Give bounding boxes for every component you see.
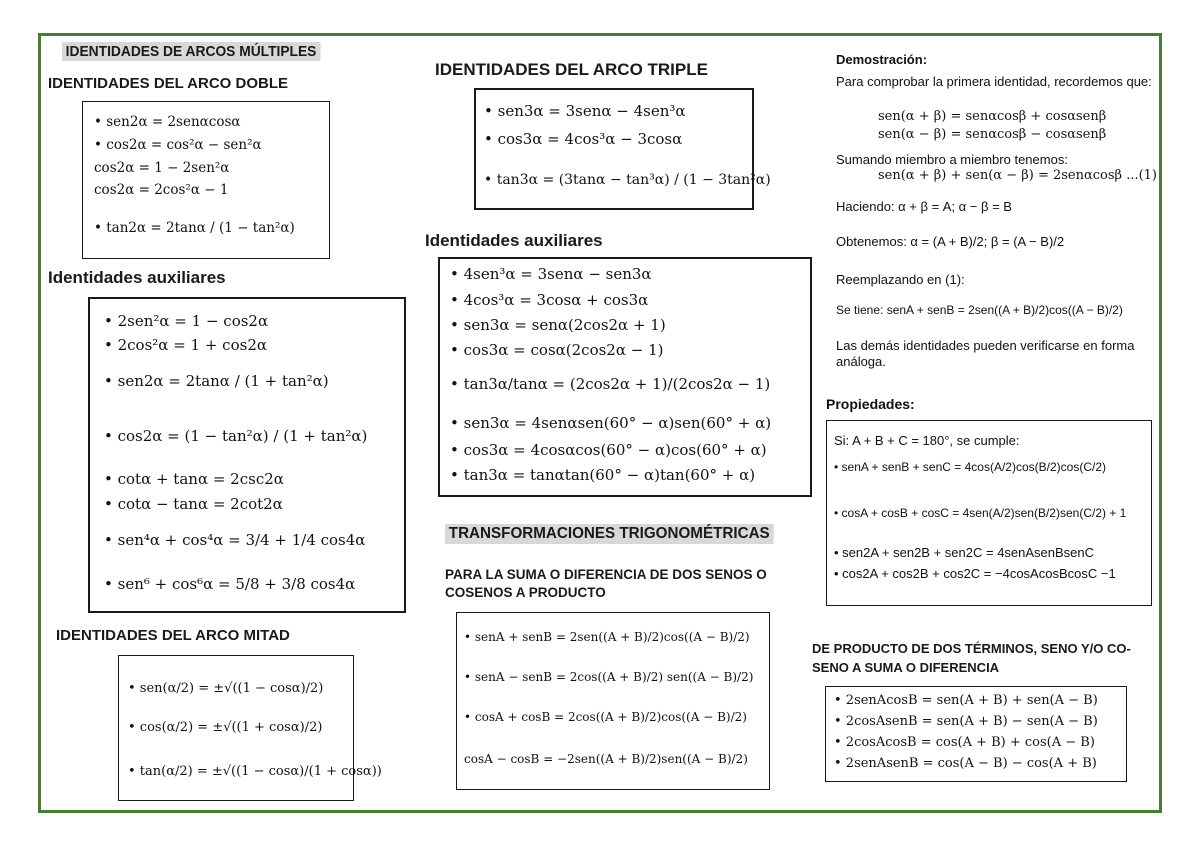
triple-arc-line: • cos3α = 4cos³α − 3cosα: [484, 130, 683, 148]
transformations-subtitle-2: COSENOS A PRODUCTO: [445, 585, 606, 600]
product-line: • 2senAcosB = sen(A + B) + sen(A − B): [834, 693, 1098, 708]
demo-title: Demostración:: [836, 52, 928, 67]
properties-line: • cos2A + cos2B + cos2C = −4cosAcosBcosC −1: [834, 566, 1116, 581]
transformations-line: • cosA + cosB = 2cos((A + B)/2)cos((A − B)/2): [464, 710, 747, 724]
properties-title: Propiedades:: [826, 396, 915, 412]
demo-reemplazando: Reemplazando en (1):: [836, 272, 965, 287]
half-arc-line: • tan(α/2) = ±√((1 − cosα)/(1 + cosα)): [128, 764, 382, 779]
demo-haciendo: Haciendo: α + β = A; α − β = B: [836, 199, 1012, 214]
double-arc-line: • sen2α = 2senαcosα: [94, 114, 241, 130]
triple-arc-line: • sen3α = 3senα − 4sen³α: [484, 102, 686, 120]
aux-line-middle: • cos3α = cosα(2cos2α − 1): [450, 341, 664, 359]
aux-line-left: • cos2α = (1 − tan²α) / (1 + tan²α): [104, 427, 368, 445]
aux-line-middle: • 4cos³α = 3cosα + cos3α: [450, 291, 649, 309]
demo-intro: Para comprobar la primera identidad, recordemos que:: [836, 74, 1152, 89]
demo-end: Las demás identidades pueden verificarse en forma análoga.: [836, 338, 1135, 369]
aux-line-left: • 2cos²α = 1 + cos2α: [104, 336, 267, 354]
transformations-title: TRANSFORMACIONES TRIGONOMÉTRICAS: [445, 524, 773, 544]
main-title: IDENTIDADES DE ARCOS MÚLTIPLES: [62, 42, 320, 61]
aux-line-middle: • cos3α = 4cosαcos(60° − α)cos(60° + α): [450, 441, 767, 459]
aux-line-left: • sen⁶ + cos⁶α = 5/8 + 3/8 cos4α: [104, 575, 356, 593]
properties-line: Si: A + B + C = 180°, se cumple:: [834, 433, 1020, 448]
demo-obtenemos: Obtenemos: α = (A + B)/2; β = (A − B)/2: [836, 234, 1065, 249]
double-arc-line: • cos2α = cos²α − sen²α: [94, 137, 262, 153]
half-arc-line: • sen(α/2) = ±√((1 − cosα)/2): [128, 681, 324, 696]
product-title-1: DE PRODUCTO DE DOS TÉRMINOS, SENO Y/O CO-: [812, 641, 1131, 656]
transformations-line: cosA − cosB = −2sen((A + B)/2)sen((A − B)/2): [464, 752, 748, 766]
product-line: • 2senAsenB = cos(A − B) − cos(A + B): [834, 756, 1097, 771]
double-arc-line: cos2α = 1 − 2sen²α: [94, 160, 230, 176]
aux-line-left: • cotα − tanα = 2cot2α: [104, 495, 283, 513]
double-arc-line: cos2α = 2cos²α − 1: [94, 182, 229, 198]
triple-arc-line: • tan3α = (3tanα − tan³α) / (1 − 3tan²α): [484, 172, 771, 188]
double-arc-line: • tan2α = 2tanα / (1 − tan²α): [94, 220, 295, 236]
product-title-2: SENO A SUMA O DIFERENCIA: [812, 660, 1000, 675]
aux-line-middle: • sen3α = senα(2cos2α + 1): [450, 316, 666, 334]
demo-formula-2: sen(α − β) = senαcosβ − cosαsenβ: [878, 127, 1107, 142]
triple-arc-title: IDENTIDADES DEL ARCO TRIPLE: [435, 60, 708, 79]
aux-line-left: • cotα + tanα = 2csc2α: [104, 470, 284, 488]
transformations-line: • senA − senB = 2cos((A + B)/2) sen((A − B)/2): [464, 670, 754, 684]
properties-line: • senA + senB + senC = 4cos(A/2)cos(B/2)cos(C/2): [834, 460, 1106, 474]
double-arc-title: IDENTIDADES DEL ARCO DOBLE: [48, 75, 289, 92]
aux-line-middle: • tan3α = tanαtan(60° − α)tan(60° + α): [450, 466, 756, 484]
product-line: • 2cosAsenB = sen(A + B) − sen(A − B): [834, 714, 1098, 729]
demo-formula-1: sen(α + β) = senαcosβ + cosαsenβ: [878, 109, 1107, 124]
aux-title-left: Identidades auxiliares: [48, 268, 226, 287]
aux-line-left: • sen⁴α + cos⁴α = 3/4 + 1/4 cos4α: [104, 531, 366, 549]
aux-line-left: • sen2α = 2tanα / (1 + tan²α): [104, 372, 329, 390]
half-arc-title: IDENTIDADES DEL ARCO MITAD: [56, 627, 290, 644]
demo-se-tiene: Se tiene: senA + senB = 2sen((A + B)/2)cos((A − B)/2): [836, 303, 1123, 317]
transformations-line: • senA + senB = 2sen((A + B)/2)cos((A − B)/2): [464, 630, 750, 644]
aux-line-left: • 2sen²α = 1 − cos2α: [104, 312, 269, 330]
properties-line: • sen2A + sen2B + sen2C = 4senAsenBsenC: [834, 545, 1095, 560]
demo-formula-3: sen(α + β) + sen(α − β) = 2senαcosβ ...(1): [878, 168, 1158, 183]
transformations-subtitle-1: PARA LA SUMA O DIFERENCIA DE DOS SENOS O: [445, 567, 767, 582]
properties-line: • cosA + cosB + cosC = 4sen(A/2)sen(B/2)sen(C/2) + 1: [834, 506, 1127, 520]
product-line: • 2cosAcosB = cos(A + B) + cos(A − B): [834, 735, 1095, 750]
demo-sum: Sumando miembro a miembro tenemos:: [836, 152, 1068, 167]
aux-title-middle: Identidades auxiliares: [425, 231, 603, 250]
half-arc-line: • cos(α/2) = ±√((1 + cosα)/2): [128, 720, 323, 735]
aux-line-middle: • tan3α/tanα = (2cos2α + 1)/(2cos2α − 1): [450, 375, 771, 393]
aux-line-middle: • 4sen³α = 3senα − sen3α: [450, 265, 652, 283]
aux-line-middle: • sen3α = 4senαsen(60° − α)sen(60° + α): [450, 414, 772, 432]
